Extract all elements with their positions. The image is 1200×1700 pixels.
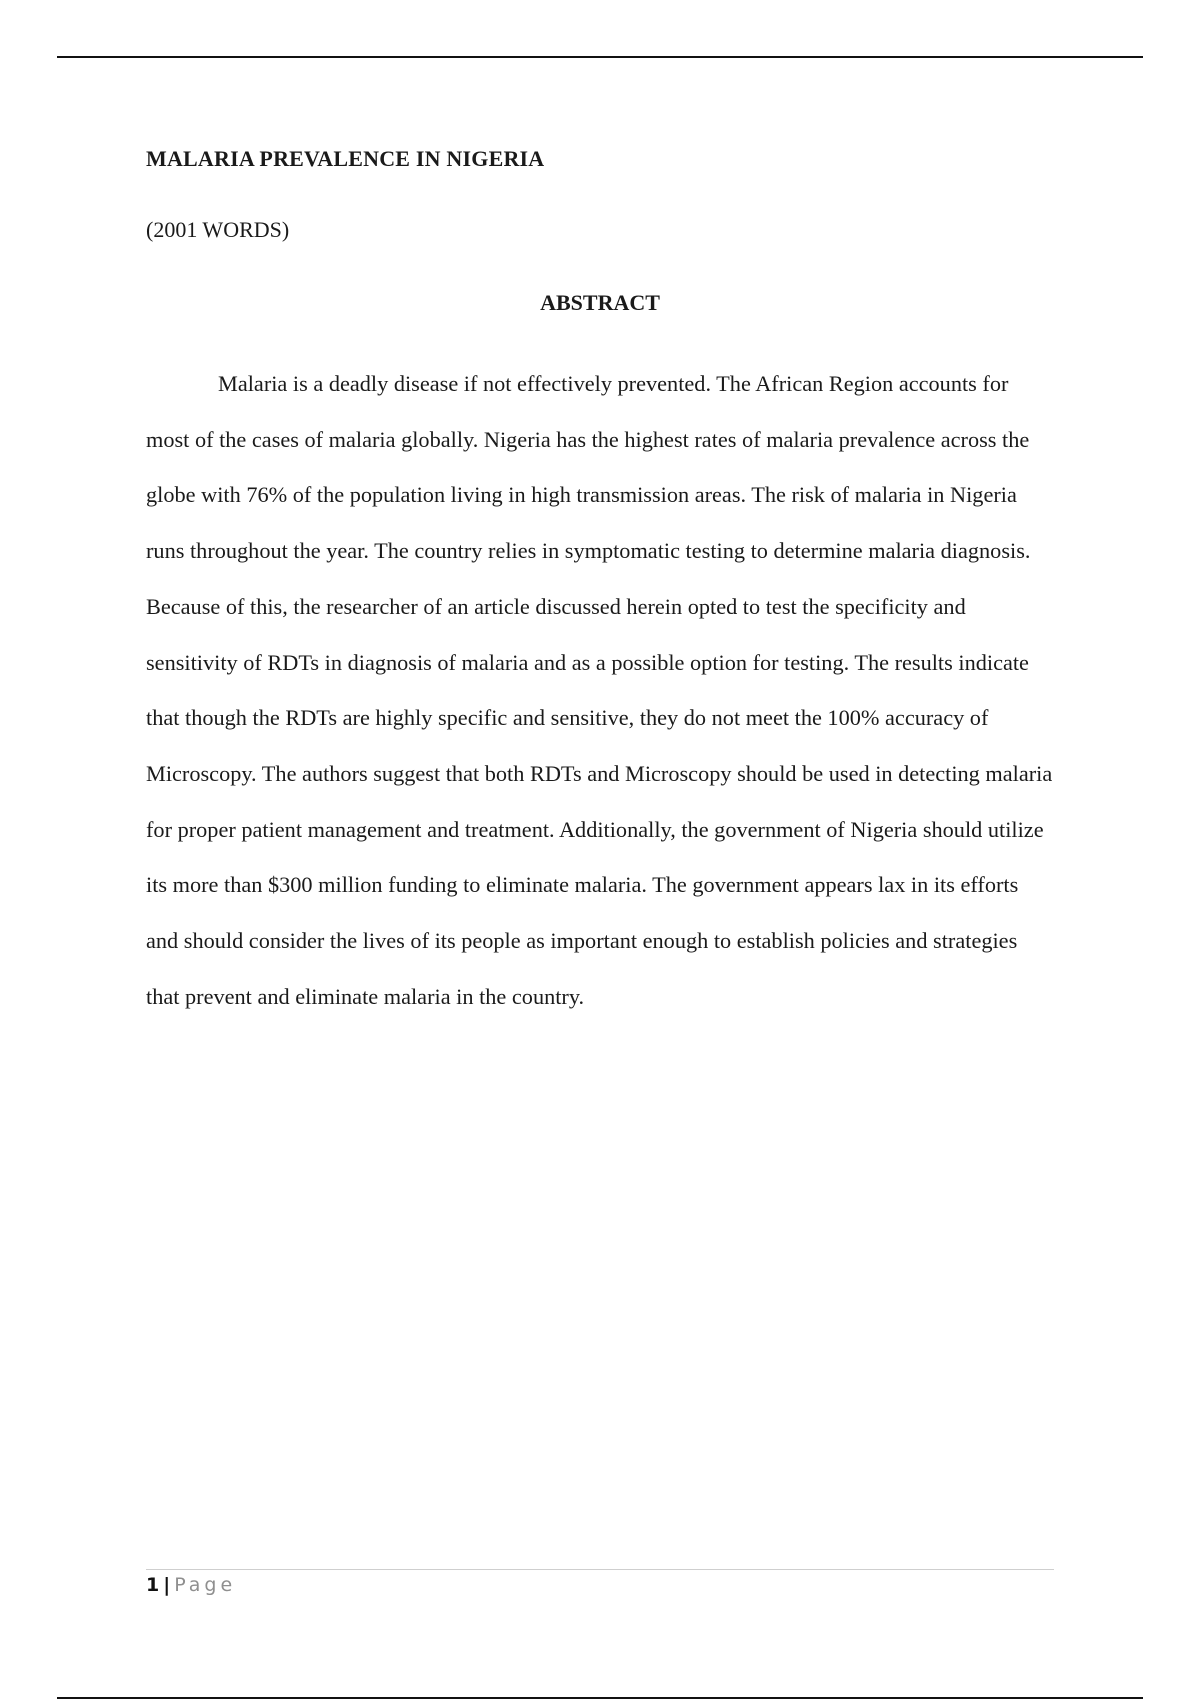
document-title: MALARIA PREVALENCE IN NIGERIA — [146, 146, 545, 171]
abstract-heading: ABSTRACT — [540, 290, 660, 315]
page-label: Page — [174, 1574, 237, 1596]
page-footer — [146, 1574, 236, 1596]
abstract-paragraph: Malaria is a deadly disease if not effectively prevented. The African Region accounts for most of the cases of malaria globally. Nigeria has the highest rates of malaria prevalence across the globe with 76% of the population living in high transmission areas. The risk of malaria in Nigeria runs throughout the year. The country relies in symptomatic testing to determine malaria diagnosis. Because of this, the researcher of an article discussed herein opted to test the specificity and sensitivity of RDTs in diagnosis of malaria and as a possible option for testing. The results indicate that though the RDTs are highly specific and sensitive, they do not meet the 100% accuracy of Microscopy. The authors suggest that both RDTs and Microscopy should be used in detecting malaria for proper patient management and treatment. Additionally, the government of Nigeria should utilize its more than $300 million funding to eliminate malaria. The government appears lax in its efforts and should consider the lives of its people as important enough to establish policies and strategies that prevent and eliminate malaria in the country. — [146, 371, 1053, 1009]
page-separator: | — [163, 1574, 171, 1596]
footer-rule — [146, 1569, 1054, 1570]
word-count: (2001 WORDS) — [146, 217, 290, 242]
page-number: 1 — [146, 1574, 160, 1596]
top-border-rule — [57, 56, 1143, 58]
bottom-border-rule — [57, 1697, 1143, 1699]
